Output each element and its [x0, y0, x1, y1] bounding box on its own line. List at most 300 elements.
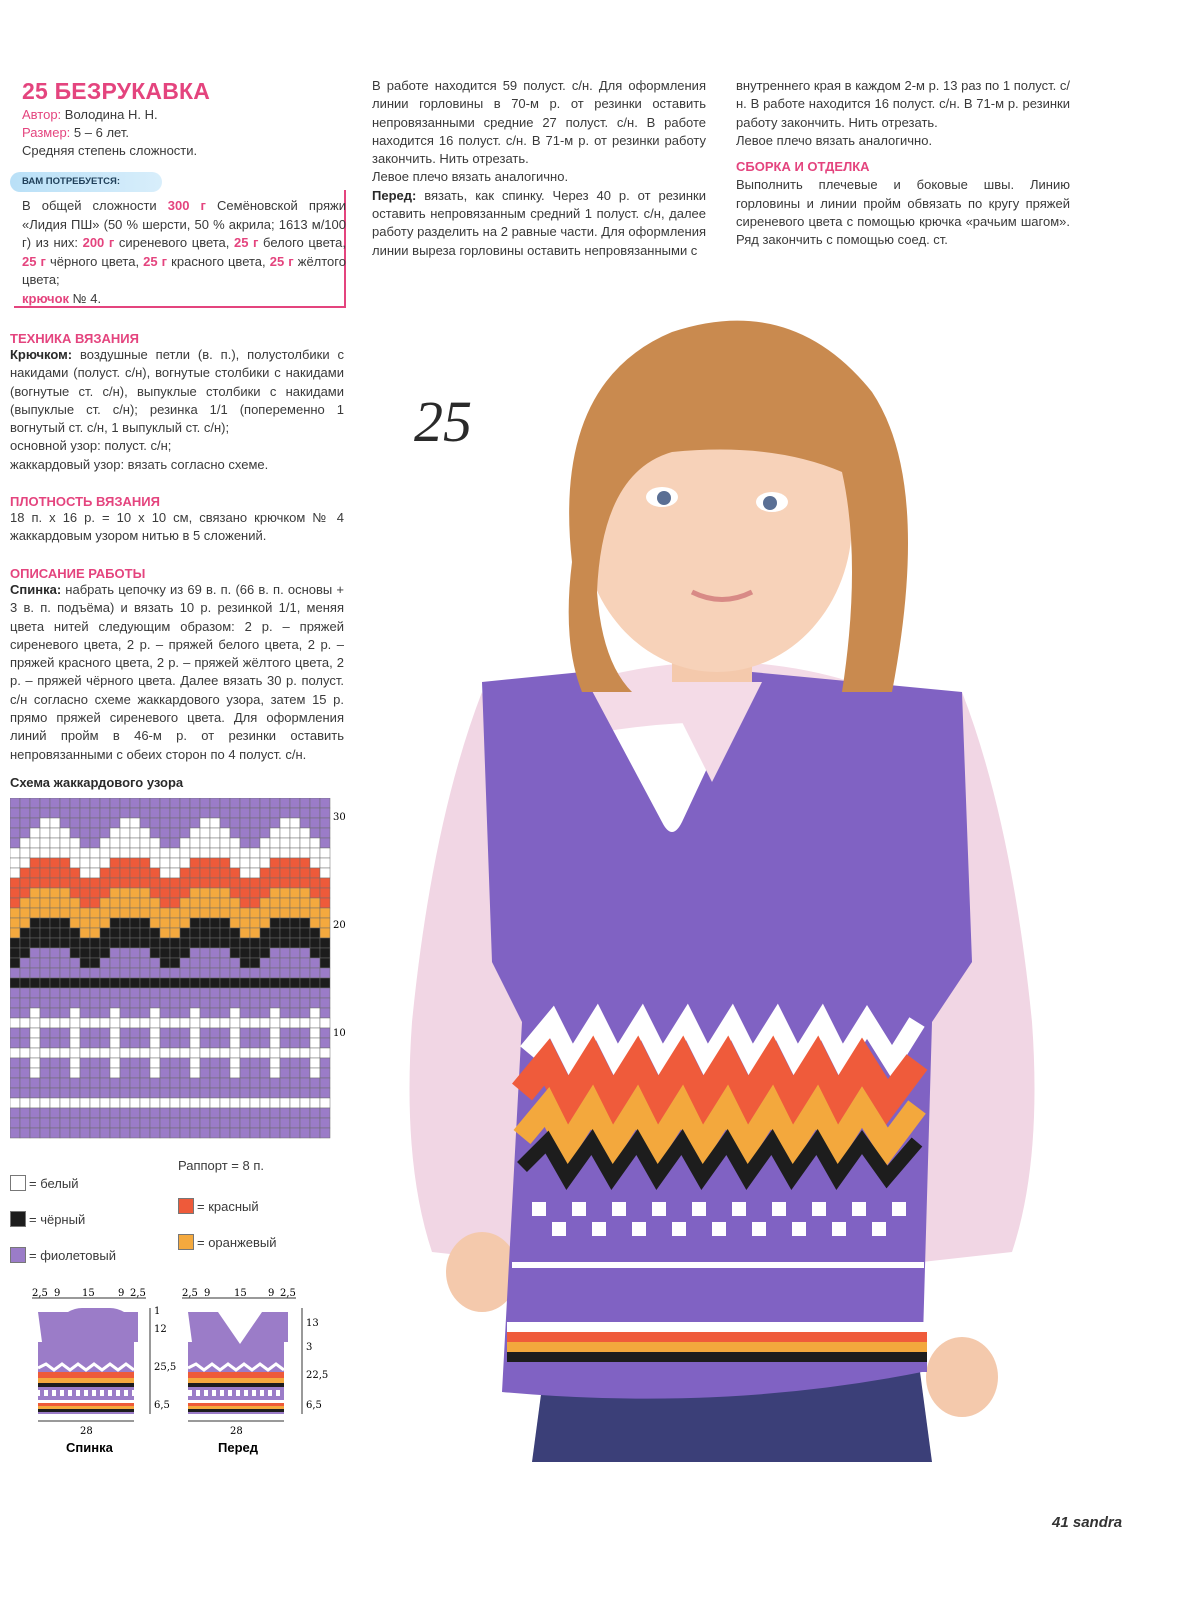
back-dim-top-3: 15 [82, 1288, 95, 1299]
chart-cell [10, 1118, 20, 1128]
chart-cell [310, 1028, 320, 1038]
chart-cell [240, 948, 250, 958]
chart-cell [260, 1008, 270, 1018]
chart-cell [230, 1108, 240, 1118]
chart-cell [160, 828, 170, 838]
chart-cell [70, 908, 80, 918]
chart-cell [90, 1088, 100, 1098]
chart-cell [300, 1068, 310, 1078]
chart-cell [270, 1048, 280, 1058]
front-label: Перед [218, 1440, 258, 1455]
chart-cell [50, 938, 60, 948]
chart-cell [100, 868, 110, 878]
chart-cell [300, 858, 310, 868]
chart-cell [230, 978, 240, 988]
chart-cell [290, 978, 300, 988]
chart-cell [50, 998, 60, 1008]
chart-cell [150, 998, 160, 1008]
chart-cell [150, 1128, 160, 1138]
chart-cell [240, 918, 250, 928]
chart-cell [240, 1088, 250, 1098]
chart-cell [200, 978, 210, 988]
chart-cell [20, 868, 30, 878]
chart-cell [110, 1058, 120, 1068]
chart-cell [270, 1088, 280, 1098]
chart-cell [270, 848, 280, 858]
chart-cell [130, 958, 140, 968]
chart-cell [270, 908, 280, 918]
chart-cell [310, 798, 320, 808]
chart-cell [30, 918, 40, 928]
chart-cell [260, 1058, 270, 1068]
technique-text: Крючком: воздушные петли (в. п.), полустолбики с накидами (полуст. с/н), вогнутые столбики с накидами (вогнутые ст. с/н), выпуклые столбики с накидами (выпуклые ст. с/н); резинка 1/1 (попеременно 1 вогнутый ст. с/н, 1 выпуклый ст. с/н); основной узор: полуст. с/н; жаккардовый узор: вязать согласно схеме. [10, 347, 344, 472]
chart-cell [160, 898, 170, 908]
chart-cell [130, 878, 140, 888]
author-name: Володина Н. Н. [64, 107, 158, 122]
chart-cell [100, 918, 110, 928]
chart-cell [270, 978, 280, 988]
legend-orange: = оранжевый [178, 1234, 277, 1250]
chart-cell [100, 1128, 110, 1138]
chart-cell [270, 1118, 280, 1128]
chart-cell [100, 928, 110, 938]
chart-cell [250, 858, 260, 868]
chart-cell [30, 1128, 40, 1138]
swatch-red [178, 1198, 194, 1214]
chart-cell [110, 1108, 120, 1118]
chart-cell [310, 878, 320, 888]
chart-cell [230, 808, 240, 818]
chart-cell [150, 1058, 160, 1068]
chart-cell [300, 918, 310, 928]
chart-cell [10, 998, 20, 1008]
chart-cell [220, 808, 230, 818]
chart-cell [260, 858, 270, 868]
chart-cell [200, 1018, 210, 1028]
chart-cell [40, 1018, 50, 1028]
chart-cell [190, 1058, 200, 1068]
chart-cell [300, 1008, 310, 1018]
chart-cell [70, 808, 80, 818]
chart-cell [230, 988, 240, 998]
back-dim-top-5: 2,5 [130, 1288, 146, 1299]
chart-cell [240, 968, 250, 978]
chart-cell [110, 1038, 120, 1048]
chart-cell [110, 1128, 120, 1138]
chart-cell [180, 888, 190, 898]
chart-cell [110, 978, 120, 988]
chart-cell [120, 888, 130, 898]
chart-cell [90, 938, 100, 948]
chart-cell [50, 1038, 60, 1048]
chart-cell [260, 1128, 270, 1138]
chart-cell [220, 1058, 230, 1068]
chart-cell [90, 1108, 100, 1118]
chart-cell [180, 798, 190, 808]
chart-cell [100, 808, 110, 818]
chart-cell [300, 1108, 310, 1118]
chart-cell [80, 868, 90, 878]
chart-cell [230, 1128, 240, 1138]
chart-cell [60, 898, 70, 908]
chart-cell [150, 858, 160, 868]
chart-cell [140, 878, 150, 888]
chart-cell [100, 908, 110, 918]
chart-cell [260, 1068, 270, 1078]
chart-cell [320, 1018, 330, 1028]
chart-cell [110, 1088, 120, 1098]
chart-cell [170, 958, 180, 968]
chart-cell [30, 958, 40, 968]
chart-cell [50, 988, 60, 998]
chart-cell [100, 1018, 110, 1028]
chart-cell [60, 958, 70, 968]
chart-cell [140, 818, 150, 828]
swatch-violet [10, 1247, 26, 1263]
chart-cell [140, 958, 150, 968]
chart-cell [160, 928, 170, 938]
chart-cell [180, 838, 190, 848]
chart-cell [50, 818, 60, 828]
chart-cell [80, 968, 90, 978]
chart-cell [50, 928, 60, 938]
chart-cell [300, 948, 310, 958]
chart-cell [250, 868, 260, 878]
chart-cell [40, 848, 50, 858]
density-text: 18 п. х 16 р. = 10 х 10 см, связано крючком № 4 жаккардовым узором нитью в 5 сложений. [10, 510, 344, 544]
chart-cell [70, 978, 80, 988]
chart-cell [110, 1098, 120, 1108]
chart-cell [280, 1068, 290, 1078]
chart-cell [300, 898, 310, 908]
chart-row-label: 30 [333, 812, 346, 823]
chart-cell [220, 798, 230, 808]
chart-cell [120, 908, 130, 918]
chart-cell [280, 898, 290, 908]
chart-cell [10, 1078, 20, 1088]
chart-cell [110, 928, 120, 938]
chart-cell [30, 1028, 40, 1038]
chart-cell [290, 1018, 300, 1028]
description-heading: ОПИСАНИЕ РАБОТЫ [10, 566, 146, 581]
chart-cell [270, 1068, 280, 1078]
chart-cell [40, 918, 50, 928]
chart-cell [220, 1108, 230, 1118]
chart-cell [250, 968, 260, 978]
chart-cell [40, 828, 50, 838]
chart-cell [210, 1088, 220, 1098]
chart-cell [310, 1058, 320, 1068]
chart-cell [190, 918, 200, 928]
chart-cell [30, 1078, 40, 1088]
chart-cell [60, 1028, 70, 1038]
chart-cell [110, 898, 120, 908]
chart-cell [260, 828, 270, 838]
chart-cell [170, 1068, 180, 1078]
chart-cell [310, 1078, 320, 1088]
chart-cell [180, 958, 190, 968]
chart-cell [190, 938, 200, 948]
chart-cell [310, 918, 320, 928]
chart-cell [100, 988, 110, 998]
front-continued-text: внутреннего края в каждом 2-м р. 13 раз по 1 полуст. с/н. В работе находится 16 полуст. с/н. В 71-м р. резинки работу закончить. Нить отрезать. Левое плечо вязать аналогично. СБОРКА И ОТДЕЛКА Выполнить плечевые и боковые швы. Линию горловины и линии пройм обвязать по кругу пряжей сиреневого цвета с помощью крючка «рачьим шагом». Ряд закончить с помощью соед. ст. [736, 78, 1070, 248]
chart-cell [90, 978, 100, 988]
chart-cell [50, 838, 60, 848]
chart-cell [190, 1008, 200, 1018]
chart-cell [50, 858, 60, 868]
chart-cell [100, 898, 110, 908]
chart-cell [120, 1128, 130, 1138]
chart-cell [200, 828, 210, 838]
chart-cell [180, 1118, 190, 1128]
chart-cell [50, 1068, 60, 1078]
chart-cell [70, 898, 80, 908]
chart-cell [80, 1078, 90, 1088]
chart-cell [200, 1078, 210, 1088]
chart-cell [220, 1078, 230, 1088]
chart-cell [320, 858, 330, 868]
chart-cell [310, 1108, 320, 1118]
chart-cell [160, 1028, 170, 1038]
chart-cell [120, 948, 130, 958]
chart-cell [100, 948, 110, 958]
chart-cell [70, 1118, 80, 1128]
chart-cell [160, 1108, 170, 1118]
chart-cell [40, 838, 50, 848]
chart-cell [240, 1058, 250, 1068]
chart-cell [120, 1098, 130, 1108]
chart-cell [220, 928, 230, 938]
chart-cell [10, 808, 20, 818]
chart-cell [160, 908, 170, 918]
chart-cell [210, 1008, 220, 1018]
chart-cell [240, 1078, 250, 1088]
chart-cell [300, 968, 310, 978]
chart-cell [220, 858, 230, 868]
chart-cell [80, 928, 90, 938]
chart-cell [60, 798, 70, 808]
chart-cell [10, 1018, 20, 1028]
chart-cell [300, 988, 310, 998]
chart-cell [110, 838, 120, 848]
chart-cell [110, 1018, 120, 1028]
chart-cell [40, 798, 50, 808]
chart-cell [290, 808, 300, 818]
legend-red: = красный [178, 1198, 259, 1214]
chart-cell [270, 808, 280, 818]
chart-cell [170, 868, 180, 878]
chart-cell [170, 908, 180, 918]
chart-cell [150, 828, 160, 838]
chart-cell [110, 958, 120, 968]
chart-cell [40, 998, 50, 1008]
chart-cell [270, 888, 280, 898]
chart-cell [130, 848, 140, 858]
chart-cell [320, 1088, 330, 1098]
chart-cell [310, 1048, 320, 1058]
chart-cell [50, 1008, 60, 1018]
chart-cell [110, 908, 120, 918]
chart-cell [130, 968, 140, 978]
chart-cell [20, 798, 30, 808]
chart-cell [20, 1008, 30, 1018]
chart-cell [150, 968, 160, 978]
chart-cell [10, 1108, 20, 1118]
chart-cell [200, 868, 210, 878]
chart-cell [80, 1108, 90, 1118]
chart-cell [310, 818, 320, 828]
chart-cell [150, 888, 160, 898]
chart-cell [190, 958, 200, 968]
chart-cell [180, 998, 190, 1008]
technique-heading: ТЕХНИКА ВЯЗАНИЯ [10, 331, 139, 346]
chart-cell [160, 1058, 170, 1068]
chart-cell [80, 1018, 90, 1028]
chart-cell [300, 1128, 310, 1138]
chart-cell [200, 938, 210, 948]
chart-cell [140, 928, 150, 938]
chart-cell [150, 868, 160, 878]
chart-cell [30, 1098, 40, 1108]
chart-cell [260, 868, 270, 878]
chart-cell [180, 1128, 190, 1138]
chart-cell [300, 1028, 310, 1038]
chart-cell [100, 1078, 110, 1088]
meta-block [22, 106, 352, 160]
chart-cell [150, 938, 160, 948]
chart-cell [210, 918, 220, 928]
chart-cell [110, 938, 120, 948]
chart-cell [30, 1118, 40, 1128]
chart-cell [130, 1018, 140, 1028]
chart-cell [70, 1108, 80, 1118]
chart-cell [260, 908, 270, 918]
chart-cell [120, 918, 130, 928]
chart-cell [190, 928, 200, 938]
chart-cell [50, 848, 60, 858]
chart-cell [180, 898, 190, 908]
chart-cell [240, 928, 250, 938]
chart-cell [90, 798, 100, 808]
chart-cell [270, 838, 280, 848]
chart-cell [320, 1048, 330, 1058]
back-dim-top-2: 9 [54, 1288, 61, 1299]
chart-cell [210, 1038, 220, 1048]
chart-cell [290, 1098, 300, 1108]
chart-cell [160, 1118, 170, 1128]
chart-cell [60, 998, 70, 1008]
chart-cell [220, 958, 230, 968]
chart-cell [190, 898, 200, 908]
chart-cell [110, 858, 120, 868]
chart-cell [260, 878, 270, 888]
chart-cell [130, 808, 140, 818]
density-section [10, 494, 344, 546]
chart-cell [200, 888, 210, 898]
chart-cell [160, 998, 170, 1008]
chart-cell [310, 888, 320, 898]
chart-cell [70, 1098, 80, 1108]
chart-cell [160, 1098, 170, 1108]
chart-cell [60, 918, 70, 928]
chart-cell [230, 918, 240, 928]
chart-cell [120, 808, 130, 818]
chart-cell [240, 838, 250, 848]
chart-cell [320, 938, 330, 948]
chart-cell [20, 1108, 30, 1118]
chart-cell [270, 998, 280, 1008]
chart-cell [260, 918, 270, 928]
chart-cell [320, 868, 330, 878]
chart-cell [320, 1098, 330, 1108]
chart-cell [240, 848, 250, 858]
back-schematic [32, 1298, 150, 1421]
chart-cell [280, 998, 290, 1008]
chart-cell [70, 1128, 80, 1138]
chart-cell [280, 828, 290, 838]
chart-cell [250, 838, 260, 848]
chart-cell [70, 818, 80, 828]
chart-cell [30, 1018, 40, 1028]
chart-cell [120, 1068, 130, 1078]
chart-cell [270, 1008, 280, 1018]
chart-cell [60, 1098, 70, 1108]
chart-cell [180, 1068, 190, 1078]
chart-cell [10, 948, 20, 958]
chart-cell [50, 808, 60, 818]
chart-cell [10, 1128, 20, 1138]
chart-cell [110, 918, 120, 928]
chart-cell [110, 988, 120, 998]
chart-cell [170, 888, 180, 898]
chart-cell [200, 1088, 210, 1098]
chart-cell [70, 878, 80, 888]
chart-cell [30, 818, 40, 828]
chart-cell [270, 1028, 280, 1038]
chart-cell [160, 888, 170, 898]
chart-cell [290, 1068, 300, 1078]
chart-cell [30, 968, 40, 978]
chart-cell [320, 838, 330, 848]
chart-cell [60, 988, 70, 998]
chart-cell [120, 978, 130, 988]
chart-cell [200, 928, 210, 938]
model-photo [372, 262, 1074, 1462]
chart-cell [130, 938, 140, 948]
materials-badge: ВАМ ПОТРЕБУЕТСЯ: [10, 172, 162, 192]
chart-cell [220, 1018, 230, 1028]
chart-cell [260, 968, 270, 978]
chart-cell [40, 858, 50, 868]
chart-cell [190, 808, 200, 818]
chart-cell [190, 1068, 200, 1078]
chart-cell [40, 928, 50, 938]
chart-cell [110, 848, 120, 858]
chart-cell [250, 958, 260, 968]
chart-cell [90, 1048, 100, 1058]
chart-cell [280, 928, 290, 938]
chart-cell [20, 808, 30, 818]
chart-cell [100, 798, 110, 808]
chart-cell [50, 1108, 60, 1118]
chart-cell [70, 988, 80, 998]
chart-cell [220, 838, 230, 848]
chart-cell [90, 918, 100, 928]
chart-cell [210, 1118, 220, 1128]
chart-cell [240, 1108, 250, 1118]
chart-cell [250, 1018, 260, 1028]
chart-cell [120, 868, 130, 878]
